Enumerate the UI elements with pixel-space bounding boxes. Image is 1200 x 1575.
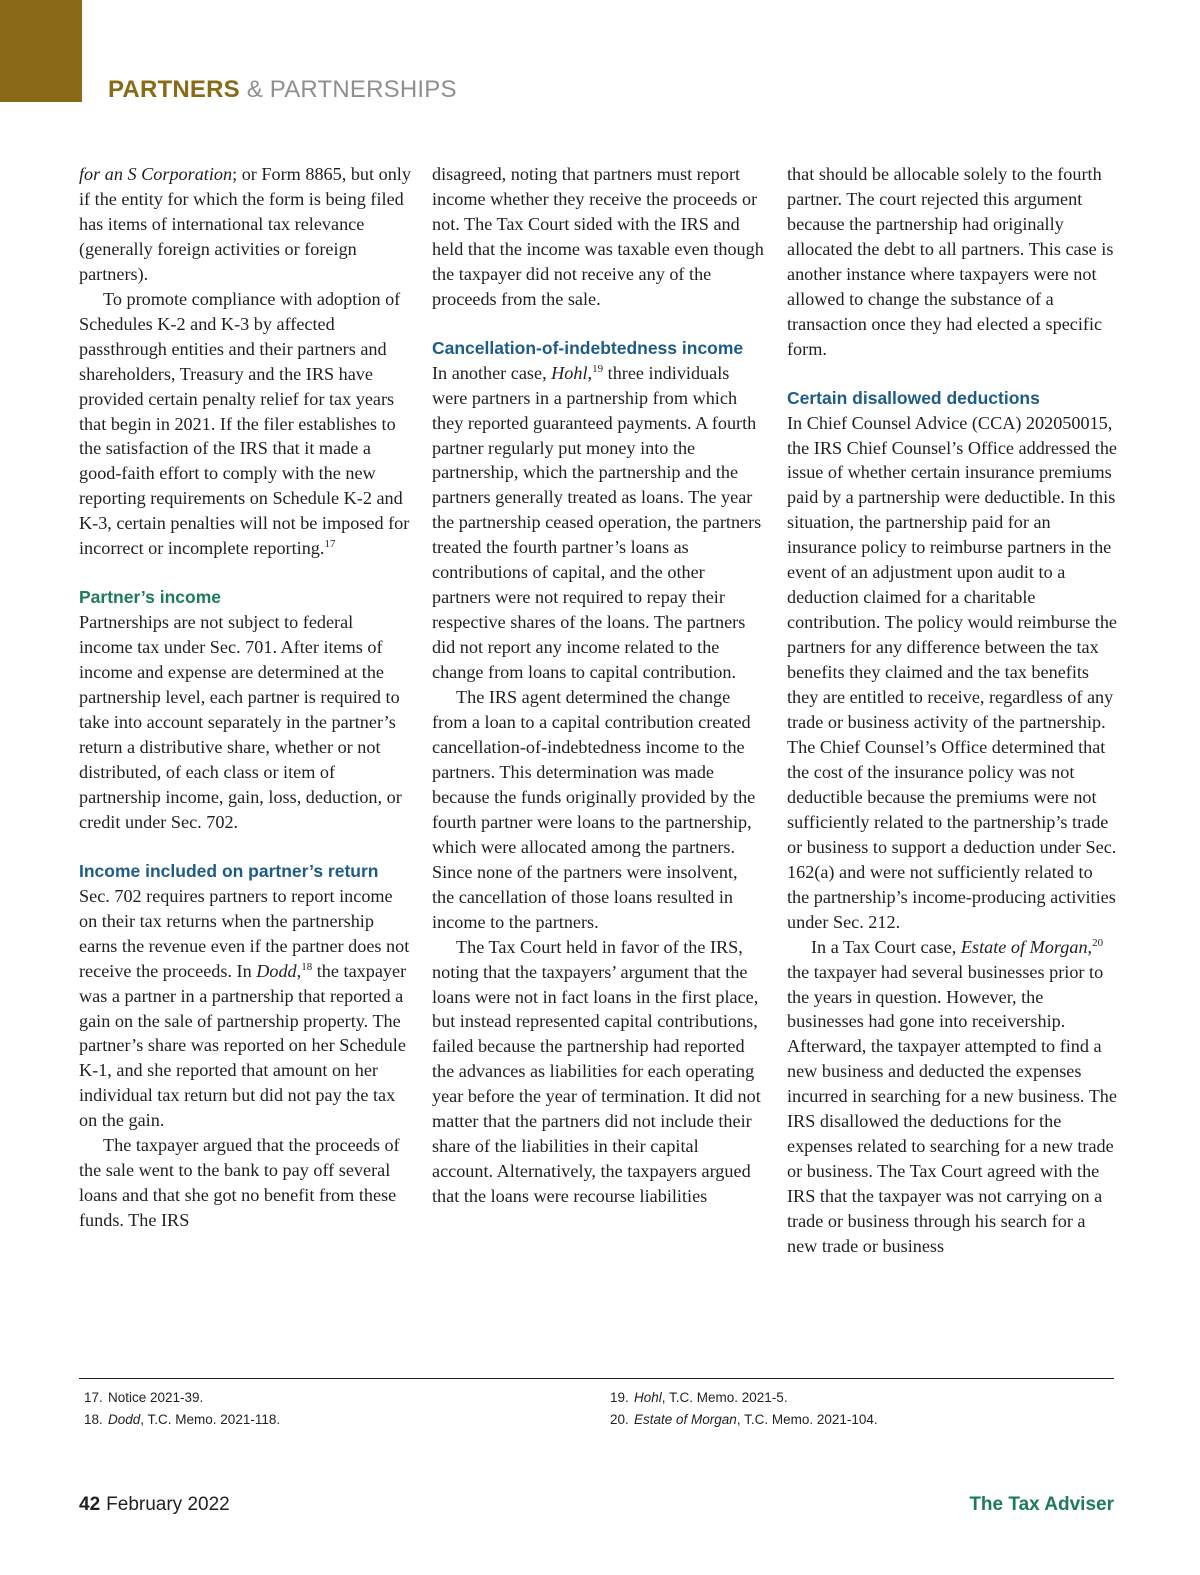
column-1 <box>79 162 411 1233</box>
section-header-light: & PARTNERSHIPS <box>246 76 457 103</box>
paragraph: Partnerships are not subject to federal income tax under Sec. 701. After items of income and expense are determined at the partnership level, each partner is required to take into account separately in the partner’s return a distributive share, whether or not distributed, of each class or item of partnership income, gain, loss, deduction, or credit under Sec. 702. <box>79 612 402 832</box>
paragraph: disagreed, noting that partners must report income whether they receive the proceeds or not. The Tax Court sided with the IRS and held that the income was taxable even though the taxpayer did not receive any of the proceeds from the sale. <box>432 164 764 309</box>
footnote-divider <box>79 1378 1114 1379</box>
paragraph: for an S Corporation; or Form 8865, but only if the entity for which the form is being filed has items of international tax relevance (generally foreign activities or foreign partners). <box>79 164 411 284</box>
paragraph: To promote compliance with adoption of Schedules K-2 and K-3 by affected passthrough entities and their partners and shareholders, Treasury and the IRS have provided certain penalty relief for tax years that begin in 2021. If the filer establishes to the satisfaction of the IRS that it made a good-faith effort to comply with the new reporting requirements on Schedule K-2 and K-3, certain penalties will not be imposed for incorrect or incomplete reporting.$^{17}$ <box>79 288 410 559</box>
publication-name: The Tax Adviser <box>969 1494 1114 1515</box>
paragraph: that should be allocable solely to the fourth partner. The court rejected this argument because the partnership had originally allocated the debt to all partners. This case is another instance where taxpayers were not allowed to change the substance of a transaction once they had elected a specific form. <box>787 164 1114 359</box>
page-footer-left <box>79 1494 230 1516</box>
paragraph: The taxpayer argued that the proceeds of the sale went to the bank to pay off several loans and that she got no benefit from these funds. The IRS <box>79 1135 400 1231</box>
paragraph: In another case, Hohl,$^{19}$ three individuals were partners in a partnership from which they reported guaranteed payments. A fourth partner regularly put money into the partnership, which the partnership and the partners generally treated as loans. The year the partnership ceased operation, the partners treated the fourth partner’s loans as contributions of capital, and the other partners were not required to repay their respective shares of the loans. The partners did not report any income related to the change from loans to capital contribution. <box>432 362 762 683</box>
footnote: 20. Estate of Morgan, T.C. Memo. 2021-104. <box>610 1412 878 1427</box>
footnotes-right <box>610 1387 878 1431</box>
section-header <box>108 76 457 104</box>
corner-color-block <box>0 0 82 102</box>
paragraph: In a Tax Court case, Estate of Morgan,$^{20}$ the taxpayer had several businesses prior to the years in question. However, the businesses had gone into receivership. Afterward, the taxpayer attempted to find a new business and deducted the expenses incurred in searching for a new business. The IRS disallowed the deductions for the expenses related to searching for a new trade or business. The Tax Court agreed with the IRS that the taxpayer was not carrying on a trade or business through his search for a new trade or business <box>787 936 1117 1257</box>
subheading-cancellation: Cancellation-of-indebtedness income <box>432 337 744 358</box>
subheading-disallowed-deductions: Certain disallowed deductions <box>787 387 1040 408</box>
issue-date: February 2022 <box>106 1494 230 1515</box>
footnote-ref[interactable]: 19 <box>592 362 604 375</box>
subheading-income-included: Income included on partner’s return <box>79 860 379 881</box>
paragraph: In Chief Counsel Advice (CCA) 202050015, the IRS Chief Counsel’s Office addressed the issue of whether certain insurance premiums paid by a partnership were deductible. In this situation, the partnership paid for an insurance policy to reimburse partners in the event of an adjustment upon audit to a deduction claimed for a charitable contribution. The policy would reimburse the partners for any difference between the tax benefits they claimed and the tax benefits they are entitled to receive, regardless of any trade or business activity of the partnership. The Chief Counsel’s Office determined that the cost of the insurance policy was not deductible because the premiums were not sufficiently related to the partnership’s trade or business to support a deduction under Sec. 162(a) and were not sufficiently related to the partnership’s income-producing activities under Sec. 212. <box>787 412 1118 932</box>
footnote-ref[interactable]: 17 <box>324 538 336 551</box>
column-3 <box>787 162 1119 1259</box>
footnote: 19. Hohl, T.C. Memo. 2021-5. <box>610 1390 788 1405</box>
column-2 <box>432 162 764 1209</box>
footnote: 17. Notice 2021-39. <box>84 1390 204 1405</box>
footnotes-left <box>84 1387 280 1431</box>
page-number: 42 <box>79 1494 101 1515</box>
footnote-ref[interactable]: 20 <box>1092 936 1104 949</box>
footnote-ref[interactable]: 18 <box>301 960 313 973</box>
subheading-partners-income: Partner’s income <box>79 587 221 608</box>
section-header-bold: PARTNERS <box>108 76 240 103</box>
paragraph: The IRS agent determined the change from a loan to a capital contribution created cancellation-of-indebtedness income to the partners. This determination was made because the funds originally provided by the fourth partner were loans to the partnership, which were allocated among the partners. Since none of the partners were insolvent, the cancellation of those loans resulted in income to the partners. <box>432 687 756 932</box>
paragraph: Sec. 702 requires partners to report income on their tax returns when the partnership earns the revenue even if the partner does not receive the proceeds. In Dodd,$^{18}$ the taxpayer was a partner in a partnership that reported a gain on the sale of partnership property. The partner’s share was reported on her Schedule K-1, and she reported that amount on her individual tax return but did not pay the tax on the gain. <box>79 885 410 1131</box>
paragraph: The Tax Court held in favor of the IRS, noting that the taxpayers’ argument that the loans were not in fact loans in the first place, but instead represented capital contributions, failed because the partnership had reported the advances as liabilities for each operating year before the year of termination. It did not matter that the partners did not include their share of the liabilities in their capital account. Alternatively, the taxpayers argued that the loans were recourse liabilities <box>432 936 761 1207</box>
footnote: 18. Dodd, T.C. Memo. 2021-118. <box>84 1412 281 1427</box>
